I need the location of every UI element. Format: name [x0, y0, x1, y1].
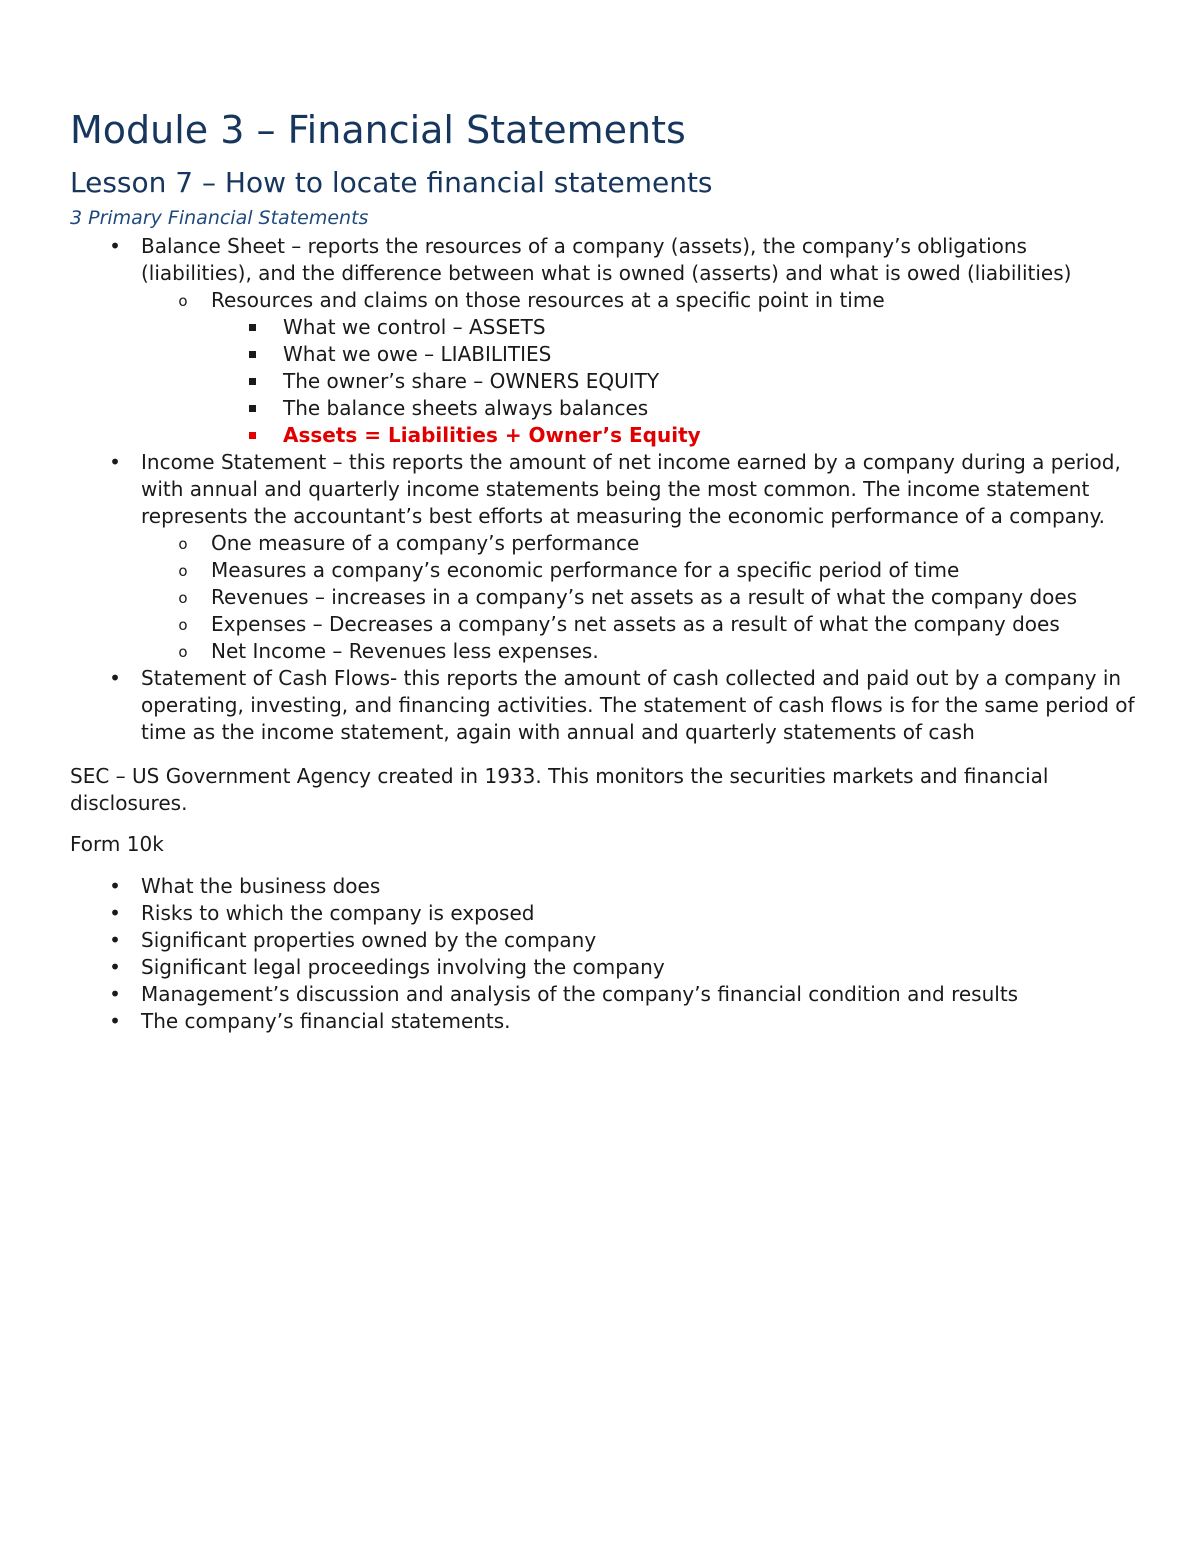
form-heading: Form 10k [70, 832, 164, 856]
list-item-text: Significant properties owned by the company [141, 928, 597, 952]
sub-list-item [178, 638, 1140, 665]
lesson-heading: Lesson 7 – How to locate financial statements [70, 166, 713, 199]
list-item-text: Risks to which the company is exposed [141, 901, 535, 925]
balance-sheet-sublist [141, 287, 1140, 449]
square-bullet-icon [249, 432, 256, 439]
sub-list-item-text: Revenues – increases in a company’s net assets as a result of what the company does [211, 585, 1078, 609]
detail-item [283, 368, 1140, 395]
primary-statements-list [70, 233, 1140, 746]
detail-item-text: What we owe – LIABILITIES [283, 342, 552, 366]
bullet-icon: • [109, 982, 121, 1006]
sub-list-item [178, 584, 1140, 611]
balance-sheet-detail-list [211, 314, 1140, 449]
list-item-text: What the business does [141, 874, 381, 898]
circle-bullet-icon: o [178, 562, 188, 580]
list-item-text: Statement of Cash Flows- this reports the amount of cash collected and paid out by a company in operating, investing, and financing activities. The statement of cash flows is for the same period of time as the income statement, again with annual and quarterly statements of cash [141, 666, 1135, 744]
square-bullet-icon [249, 405, 256, 412]
circle-bullet-icon: o [178, 589, 188, 607]
detail-item [283, 314, 1140, 341]
circle-bullet-icon: o [178, 616, 188, 634]
circle-bullet-icon: o [178, 292, 188, 310]
page-title: Module 3 – Financial Statements [70, 108, 686, 152]
income-statement-sublist [141, 530, 1140, 665]
list-item-text: Significant legal proceedings involving the company [141, 955, 665, 979]
list-item [109, 927, 1140, 954]
list-item [109, 981, 1140, 1008]
sub-list-item [178, 530, 1140, 557]
section-heading: 3 Primary Financial Statements [70, 207, 369, 229]
list-item-income-statement [109, 449, 1140, 665]
bullet-icon: • [109, 928, 121, 952]
detail-item-text: What we control – ASSETS [283, 315, 546, 339]
list-item-balance-sheet [109, 233, 1140, 449]
square-bullet-icon [249, 324, 256, 331]
list-item-cash-flows [109, 665, 1140, 746]
sub-list-item-text: Net Income – Revenues less expenses. [211, 639, 599, 663]
sub-list-item [178, 287, 1140, 449]
square-bullet-icon [249, 351, 256, 358]
circle-bullet-icon: o [178, 643, 188, 661]
detail-item-text: The balance sheets always balances [283, 396, 649, 420]
sub-list-item-text: Resources and claims on those resources at a specific point in time [211, 288, 885, 312]
square-bullet-icon [249, 378, 256, 385]
detail-item-text: The owner’s share – OWNERS EQUITY [283, 369, 660, 393]
sub-list-item [178, 557, 1140, 584]
sec-paragraph: SEC – US Government Agency created in 1933. This monitors the securities markets and financial disclosures. [70, 764, 1049, 815]
list-item-text: Balance Sheet – reports the resources of a company (assets), the company’s obligations (liabilities), and the difference between what is owned (asserts) and what is owed (liabilities) [141, 234, 1072, 285]
circle-bullet-icon: o [178, 535, 188, 553]
list-item [109, 954, 1140, 981]
accounting-equation-item [283, 422, 1140, 449]
form-10k-list [70, 873, 1140, 1035]
list-item [109, 1008, 1140, 1035]
detail-item [283, 341, 1140, 368]
list-item-text: The company’s financial statements. [141, 1009, 511, 1033]
detail-item [283, 395, 1140, 422]
bullet-icon: • [109, 901, 121, 925]
list-item-text: Income Statement – this reports the amount of net income earned by a company during a period, with annual and quarterly income statements being the most common. The income statement represents the accountant’s best efforts at measuring the economic performance of a company. [141, 450, 1121, 528]
bullet-icon: • [109, 1009, 121, 1033]
list-item [109, 873, 1140, 900]
bullet-icon: • [109, 234, 121, 258]
bullet-icon: • [109, 666, 121, 690]
list-item-text: Management’s discussion and analysis of the company’s financial condition and results [141, 982, 1019, 1006]
sub-list-item-text: Expenses – Decreases a company’s net assets as a result of what the company does [211, 612, 1060, 636]
accounting-equation: Assets = Liabilities + Owner’s Equity [283, 423, 701, 447]
sub-list-item [178, 611, 1140, 638]
list-item [109, 900, 1140, 927]
document-page [70, 104, 1140, 1035]
bullet-icon: • [109, 450, 121, 474]
sub-list-item-text: One measure of a company’s performance [211, 531, 640, 555]
bullet-icon: • [109, 874, 121, 898]
bullet-icon: • [109, 955, 121, 979]
sub-list-item-text: Measures a company’s economic performance for a specific period of time [211, 558, 960, 582]
